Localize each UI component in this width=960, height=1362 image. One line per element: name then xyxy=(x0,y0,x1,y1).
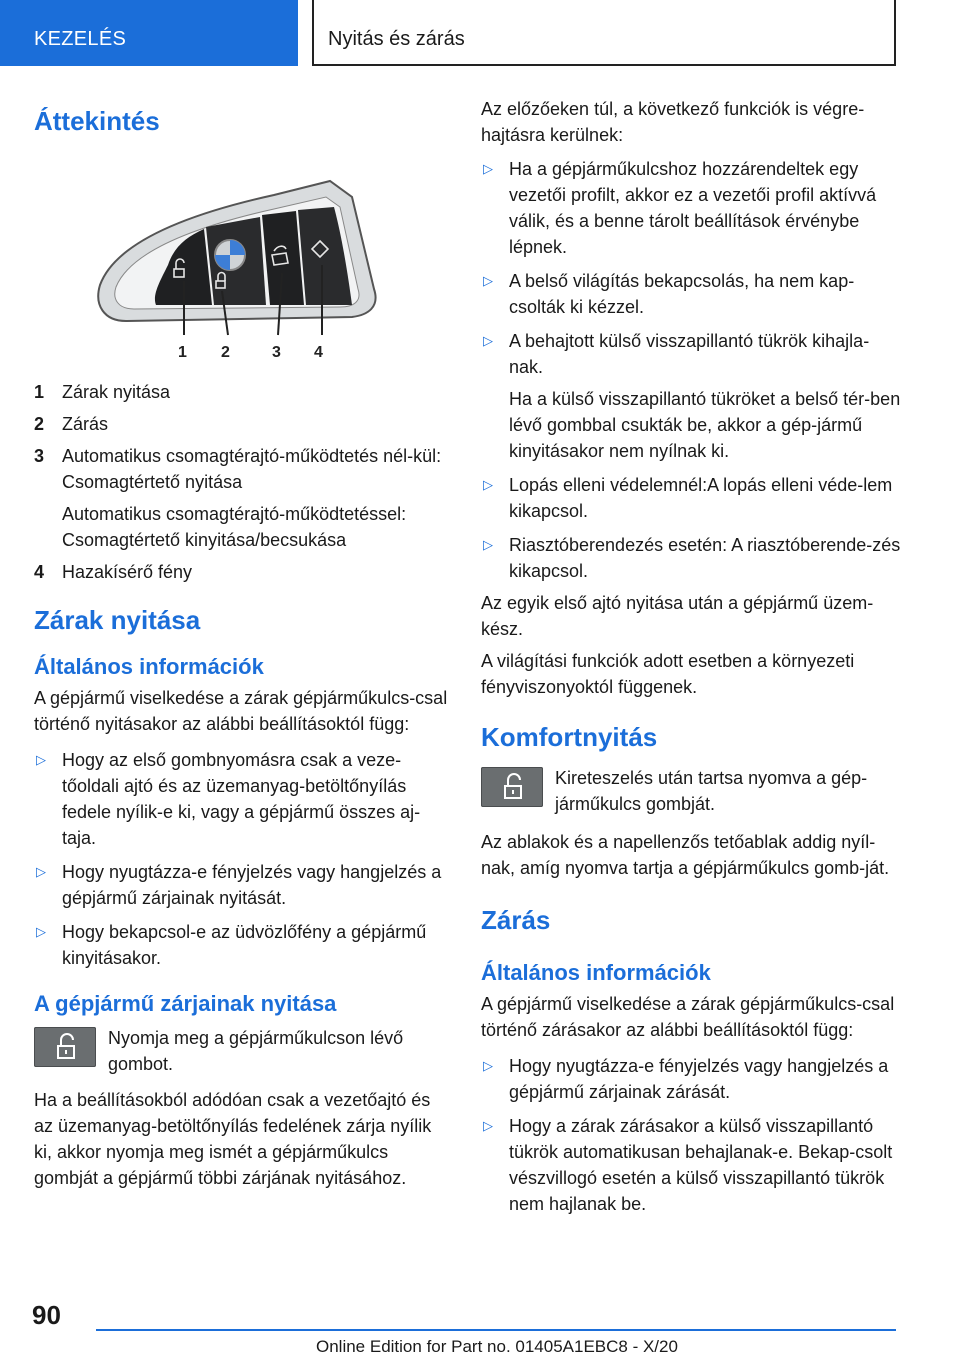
right-column xyxy=(481,96,901,1225)
list-item-text: A behajtott külső visszapillantó tükrök kihajla-nak. xyxy=(509,331,870,377)
unlock-instruction-text: Nyomja meg a gépjárműkulcson lévő gombot. xyxy=(108,1028,404,1075)
legend-number: 4 xyxy=(34,562,45,583)
figure-legend xyxy=(34,379,454,585)
triangle-right-icon: ▷ xyxy=(483,537,493,552)
list-item xyxy=(481,268,901,320)
unlock-detail-text: Ha a beállításokból adódóan csak a vezetőajtó és az üzemanyag-betöltőnyílás fedelének zárja nyílik ki, akkor nyomja meg ismét a gépjárműkulcs gombját a gépjármű többi zárjának nyitásához. xyxy=(34,1090,432,1189)
list-item xyxy=(34,919,454,971)
list-item xyxy=(481,1053,901,1105)
unlock-vehicle-heading: A gépjármű zárjainak nyitása xyxy=(34,990,337,1016)
list-item xyxy=(481,1113,901,1217)
general-info-text: A gépjármű viselkedése a zárak gépjárműkulcs-csal történő nyitásakor az alábbi beállításoktól függ: xyxy=(34,687,448,734)
page-header xyxy=(0,0,960,66)
figure-label-2: 2 xyxy=(221,344,230,362)
comfort-instruction-text: Kireteszelés után tartsa nyomva a gép-járműkulcs gombját. xyxy=(555,768,868,815)
triangle-right-icon: ▷ xyxy=(36,923,46,939)
list-item-text: Riasztóberendezés esetén: A riasztóberende-zés kikapcsol. xyxy=(509,535,901,581)
lock-settings-list xyxy=(481,1053,901,1217)
unlock-padlock-icon xyxy=(34,1027,96,1067)
legend-text: Hazakísérő fény xyxy=(62,562,193,583)
overview-title: Áttekintés xyxy=(34,106,160,136)
list-item-text: Hogy a zárak zárásakor a külső visszapillantó tükrök automatikusan behajlanak-e. Bekap-csolt vészvillogó esetén a külső visszapillantó tükrök nem hajlanak be. xyxy=(509,1115,893,1214)
legend-number: 1 xyxy=(34,382,45,403)
car-key-figure xyxy=(34,177,454,365)
comfort-detail-text: Az ablakok és a napellenzős tetőablak addig nyíl-nak, amíg nyomva tartja a gépjárműkulcs gomb-ját. xyxy=(481,832,890,879)
list-item xyxy=(34,747,454,851)
legend-item xyxy=(34,559,454,585)
triangle-right-icon: ▷ xyxy=(483,333,493,348)
figure-label-1: 1 xyxy=(178,344,187,362)
list-item xyxy=(481,532,901,584)
list-item-text: A belső világítás bekapcsolás, ha nem kap-csolták ki kézzel. xyxy=(509,271,855,317)
triangle-right-icon: ▷ xyxy=(483,477,493,492)
comfort-instruction-row xyxy=(481,765,901,817)
list-item-text: Ha a gépjárműkulcshoz hozzárendeltek egy vezetői profilt, akkor ez a vezetői profil aktívvá válik, és a benne tárolt beállítások érvénybe lépnek. xyxy=(509,159,877,257)
general-info-heading: Általános információk xyxy=(34,654,264,680)
list-item-text: Ha a külső visszapillantó tükröket a belső tér-ben lévő gombbal csukták be, akkor a gép-jármű kinyitásakor nem nyílnak ki. xyxy=(509,389,901,461)
triangle-right-icon: ▷ xyxy=(483,273,493,288)
list-item xyxy=(481,472,901,524)
legend-text: Zárás xyxy=(62,414,109,435)
list-item xyxy=(481,328,901,464)
triangle-right-icon: ▷ xyxy=(36,863,46,879)
unlock-padlock-icon xyxy=(481,767,543,807)
list-item xyxy=(34,859,454,911)
locking-general-heading: Általános információk xyxy=(481,960,711,986)
legend-text: Zárak nyitása xyxy=(62,382,171,403)
section-title-unlocking: Zárak nyitása xyxy=(34,605,201,636)
triangle-right-icon: ▷ xyxy=(483,1057,493,1073)
list-item-text: Hogy nyugtázza-e fényjelzés vagy hangjelzés a gépjármű zárjainak zárását. xyxy=(509,1055,889,1102)
chapter-tab: Nyitás és zárás xyxy=(312,0,896,66)
list-item xyxy=(481,156,901,260)
edition-text: Online Edition for Part no. 01405A1EBC8 - X/20 xyxy=(316,1337,678,1356)
page-number: 90 xyxy=(32,1300,61,1330)
figure-label-3: 3 xyxy=(272,344,281,362)
list-item-text: Hogy az első gombnyomásra csak a veze-tőoldali ajtó és az üzemanyag-betöltőnyílás fedele nyílik-e ki, vagy a gépjármű összes aj-taja. xyxy=(62,749,421,848)
legend-item xyxy=(34,411,454,437)
figure-label-4: 4 xyxy=(314,344,323,362)
list-item-text: Hogy bekapcsol-e az üdvözlőfény a gépjármű kinyitásakor. xyxy=(62,921,427,968)
additional-functions-list xyxy=(481,156,901,584)
legend-text: Automatikus csomagtérajtó-működtetéssel: Csomagtértető kinyitása/becsukása xyxy=(62,504,407,551)
additional-functions-intro: Az előzőeken túl, a következő funkciók is végre-hajtásra kerülnek: xyxy=(481,99,865,145)
footer-divider xyxy=(96,1329,896,1331)
list-item-text: Lopás elleni védelemnél:A lopás elleni véde-lem kikapcsol. xyxy=(509,475,893,521)
unlock-instruction-row xyxy=(34,1025,454,1077)
legend-text: Automatikus csomagtérajtó-működtetés nél-kül: Csomagtértető nyitása xyxy=(62,446,442,493)
triangle-right-icon: ▷ xyxy=(36,751,46,767)
legend-number: 2 xyxy=(34,414,45,435)
legend-item xyxy=(34,379,454,405)
locking-heading: Zárás xyxy=(481,905,551,936)
lighting-functions-text: A világítási funkciók adott esetben a környezeti fényviszonyoktól függenek. xyxy=(481,651,855,697)
ready-to-drive-text: Az egyik első ajtó nyitása után a gépjármű üzem-kész. xyxy=(481,593,874,639)
triangle-right-icon: ▷ xyxy=(483,161,493,176)
triangle-right-icon: ▷ xyxy=(483,1117,493,1133)
car-key-illustration xyxy=(34,177,454,365)
comfort-opening-heading: Komfortnyitás xyxy=(481,722,658,752)
legend-number: 3 xyxy=(34,446,45,467)
legend-item xyxy=(34,443,454,553)
list-item-text: Hogy nyugtázza-e fényjelzés vagy hangjelzés a gépjármű zárjainak nyitását. xyxy=(62,861,442,908)
unlock-settings-list xyxy=(34,747,454,971)
left-column xyxy=(34,96,454,1191)
locking-general-text: A gépjármű viselkedése a zárak gépjárműkulcs-csal történő zárásakor az alábbi beállításoktól függ: xyxy=(481,993,895,1040)
section-tab: KEZELÉS xyxy=(0,0,298,66)
